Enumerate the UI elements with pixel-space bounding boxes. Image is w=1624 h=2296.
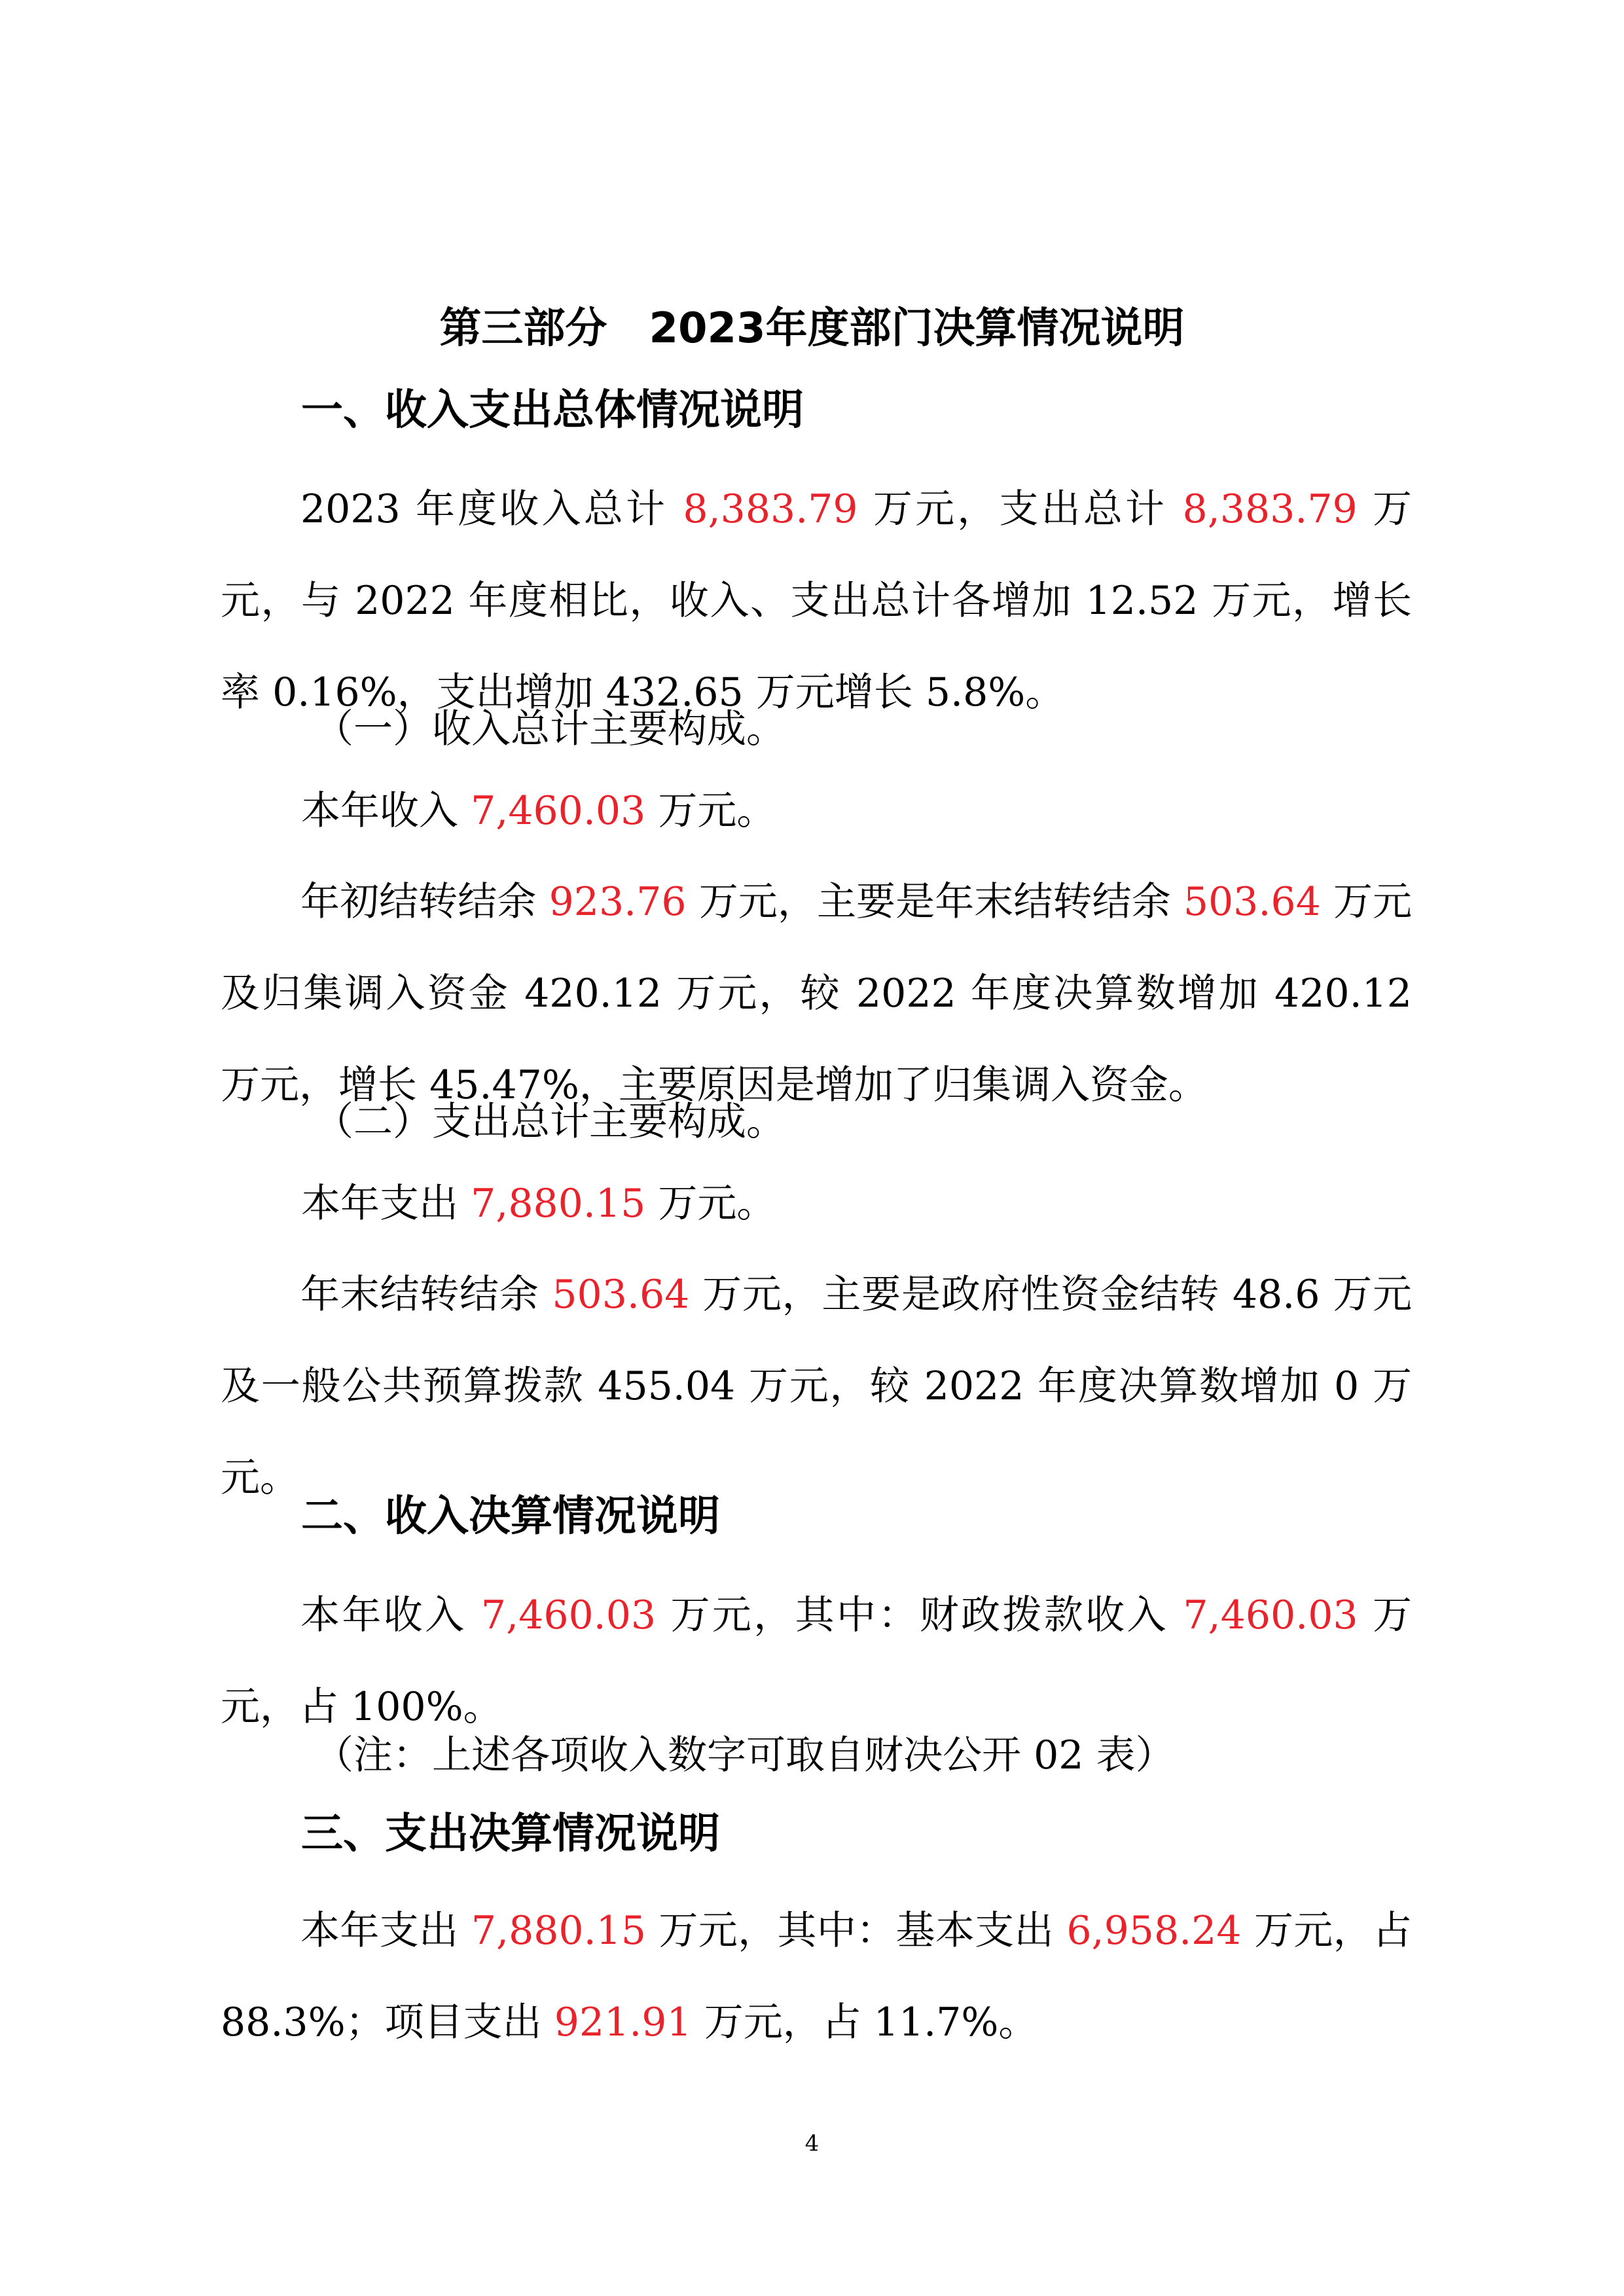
year-end-balance-value: 503.64: [552, 1272, 690, 1318]
income-total-value: 8,383.79: [683, 486, 858, 532]
section-heading-3: 三、支出决算情况说明: [301, 1810, 720, 1858]
income-value: 7,460.03: [471, 788, 646, 834]
page-number: 4: [804, 2130, 820, 2157]
expense-detail-value: 7,880.15: [471, 1908, 647, 1954]
income-line: 本年收入 7,460.03 万元。: [301, 788, 776, 834]
expense-total-value: 8,383.79: [1182, 486, 1358, 532]
paragraph-carryover: 年初结转结余 923.76 万元，主要是年末结转结余 503.64 万元及归集调入资金 420.12 万元，较 2022 年度决算数增加 420.12 万元，增长 45.47%，主要原因是增加了归集调入资金。: [221, 879, 1412, 1108]
section-heading-2: 二、收入决算情况说明: [301, 1492, 720, 1541]
title-text: 2023年度部门决算情况说明: [649, 304, 1185, 353]
income-note: （注：上述各项收入数字可取自财决公开 02 表）: [314, 1732, 1175, 1778]
expense-line: 本年支出 7,880.15 万元。: [301, 1181, 776, 1227]
paragraph-year-end-balance: 年末结转结余 503.64 万元，主要是政府性资金结转 48.6 万元及一般公共预算拨款 455.04 万元，较 2022 年度决算数增加 0 万元。: [221, 1272, 1412, 1501]
section-heading-1: 一、收入支出总体情况说明: [301, 386, 804, 435]
subheading-income-composition: （一）收入总计主要构成。: [314, 706, 785, 752]
carryover-end-value: 503.64: [1183, 879, 1321, 925]
basic-expense-value: 6,958.24: [1066, 1908, 1242, 1954]
carryover-begin-value: 923.76: [549, 879, 687, 925]
paragraph-overall: 2023 年度收入总计 8,383.79 万元，支出总计 8,383.79 万元，与 2022 年度相比，收入、支出总计各增加 12.52 万元，增长率 0.16%，支出增加 432.65 万元增长 5.8%。: [221, 486, 1412, 715]
title-part: 第三部分: [439, 304, 607, 353]
fiscal-appropriation-value: 7,460.03: [1183, 1592, 1358, 1638]
project-expense-value: 921.91: [554, 2000, 692, 2045]
paragraph-income-detail: 本年收入 7,460.03 万元，其中：财政拨款收入 7,460.03 万元，占 100%。: [221, 1592, 1412, 1730]
subheading-expense-composition: （二）支出总计主要构成。: [314, 1099, 785, 1145]
expense-value: 7,880.15: [471, 1181, 646, 1227]
paragraph-expense-detail: 本年支出 7,880.15 万元，其中：基本支出 6,958.24 万元，占 88.3%；项目支出 921.91 万元，占 11.7%。: [221, 1908, 1412, 2045]
page-title: [0, 301, 1624, 356]
income-detail-value: 7,460.03: [480, 1592, 657, 1638]
